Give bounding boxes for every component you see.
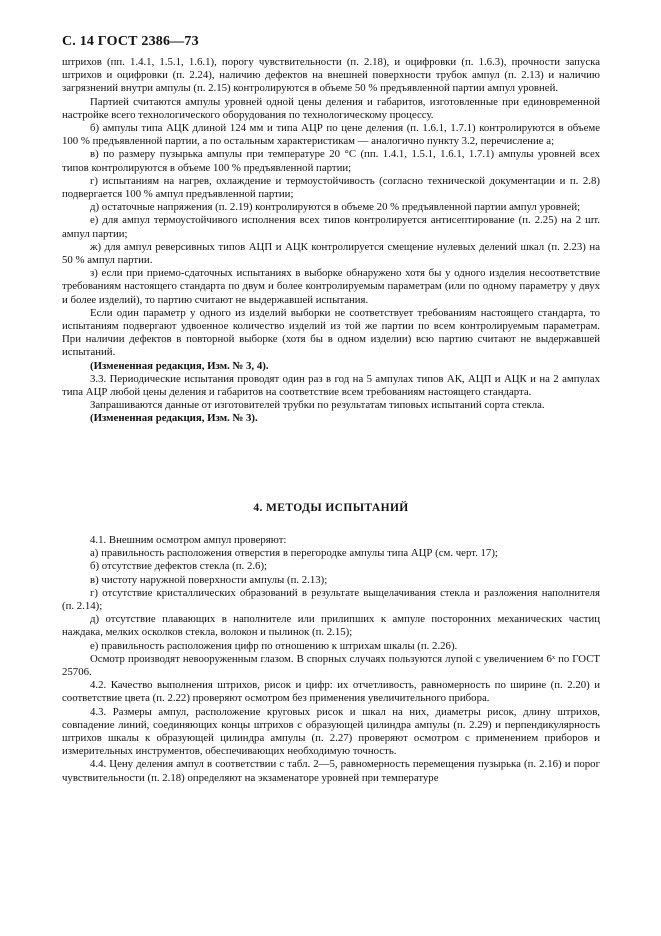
paragraph: е) правильность расположения цифр по отношению к штрихам шкалы (п. 2.26). [90,639,458,652]
paragraph: 4.2. Качество выполнения штрихов, рисок и цифр: их отчетливость, равномерность по ширине (п. 2.20) и соответствие цвета (п. 2.22) проверяют осмотром без применения увеличительного прибора. [62,679,600,705]
page-header: С. 14 ГОСТ 2386—73 [62,34,199,49]
paragraph: 4.4. Цену деления ампул в соответствии с табл. 2—5, равномерность перемещения пузырька (п. 2.16) и порог чувствительности (п. 2.18) определяют на экзаменаторе уровней при температуре [62,758,600,784]
paragraph: Если один параметр у одного из изделий выборки не соответствует требованиям настоящего стандарта, то испытаниям подвергают удвоенное количество изделий из той же партии по всем контролируемым параметрам. При наличии дефектов в повторной выборке (хотя бы в одном изделии) всю партию считают не выдержавшей испытаний. [62,306,600,359]
paragraph: Партией считаются ампулы уровней одной цены деления и габаритов, изготовленные при единовременной настройке всего технологического оборудования по технологическому процессу. [62,95,600,121]
text-block-section-4 [62,534,600,785]
paragraph: а) правильность расположения отверстия в перегородке ампулы типа АЦР (см. черт. 17); [90,547,498,560]
paragraph: ж) для ампул реверсивных типов АЦП и АЦК контролируется смещение нулевых делений шкал (п. 2.23) на 50 % ампул партии. [62,240,600,267]
section-title: 4. МЕТОДЫ ИСПЫТАНИЙ [253,502,409,514]
paragraph: 3.3. Периодические испытания проводят один раз в год на 5 ампулах типов АК, АЦП и АЦК и на 2 ампулах типа АЦР любой цены деления и габаритов на соответствие всем требованиям настоящего стандарта. [62,372,600,399]
paragraph: г) отсутствие кристаллических образований в результате выщелачивания стекла и разложения наполнителя (п. 2.14); [62,586,600,613]
paragraph: з) если при приемо-сдаточных испытаниях в выборке обнаружено хотя бы у одного изделия несоответствие требованиям настоящего стандарта по двум и более контролируемым параметрам (или по одному параметру у двух и более изделий), то партию считают не выдержавшей испытания. [62,267,600,306]
paragraph: (Измененная редакция, Изм. № 3, 4). [90,359,269,372]
paragraph: е) для ампул термоустойчивого исполнения всех типов контролируется антисептирование (п. 2.25) на 2 шт. ампул партии; [62,214,600,240]
paragraph: (Измененная редакция, Изм. № 3). [90,412,258,425]
paragraph: в) по размеру пузырька ампулы при температуре 20 °С (пп. 1.4.1, 1.5.1, 1.6.1, 1.7.1) ампулы уровней всех типов контролируются в объеме 100 % предъявленной партии; [62,148,600,174]
paragraph: Осмотр производят невооруженным глазом. В спорных случаях пользуются лупой с увеличением 6ˣ по ГОСТ 25706. [62,652,600,679]
paragraph: г) испытаниям на нагрев, охлаждение и термоустойчивость (согласно технической документации и п. 2.8) подвергается 100 % ампул предъявленной партии; [62,174,600,201]
section-heading-wrap [62,502,600,514]
paragraph: д) отсутствие плавающих в наполнителе или прилипших к ампуле посторонних механических частиц наждака, мелких осколков стекла, волокон и пылинок (п. 2.15); [62,613,600,639]
paragraph: 4.3. Размеры ампул, расположение круговых рисок и шкал на них, диаметры рисок, длину штрихов, совпадение линий, соединяющих концы штрихов с образующей цилиндра ампулы (п. 2.29) и перпендикулярность штрихов шкалы к образующей цилиндра ампулы (п. 2.27) проверяют осмотром с применением приборов и измерительных инструментов, обеспечивающих необходимую точность. [62,705,600,758]
paragraph: штрихов (пп. 1.4.1, 1.5.1, 1.6.1), порогу чувствительности (п. 2.18), и оцифровки (п. 1.6.3), прочности запуска штрихов и оцифровки (п. 2.24), наличию дефектов на внешней поверхности трубок ампул (п. 2.13) и наличию загрязнений внутри ампулы (п. 2.15) контролируются в объеме 50 % предъявленной партии ампул уровней. [62,56,600,95]
paragraph: б) отсутствие дефектов стекла (п. 2.6); [90,560,268,573]
paragraph: Запрашиваются данные от изготовителей трубки по результатам типовых испытаний сорта стекла. [90,399,545,412]
paragraph: в) чистоту наружной поверхности ампулы (п. 2.13); [90,573,328,586]
paragraph: д) остаточные напряжения (п. 2.19) контролируются в объеме 20 % предъявленной партии ампул уровней; [90,201,581,214]
paragraph: 4.1. Внешним осмотром ампул проверяют: [90,534,287,546]
text-block-section-3 [62,56,600,426]
paragraph: б) ампулы типа АЦК длиной 124 мм и типа АЦР по цене деления (п. 1.6.1, 1.7.1) контролируются в объеме 100 % предъявленной партии, а по остальным характеристикам — аналогично пункту 3.2, перечисление а; [62,122,600,148]
